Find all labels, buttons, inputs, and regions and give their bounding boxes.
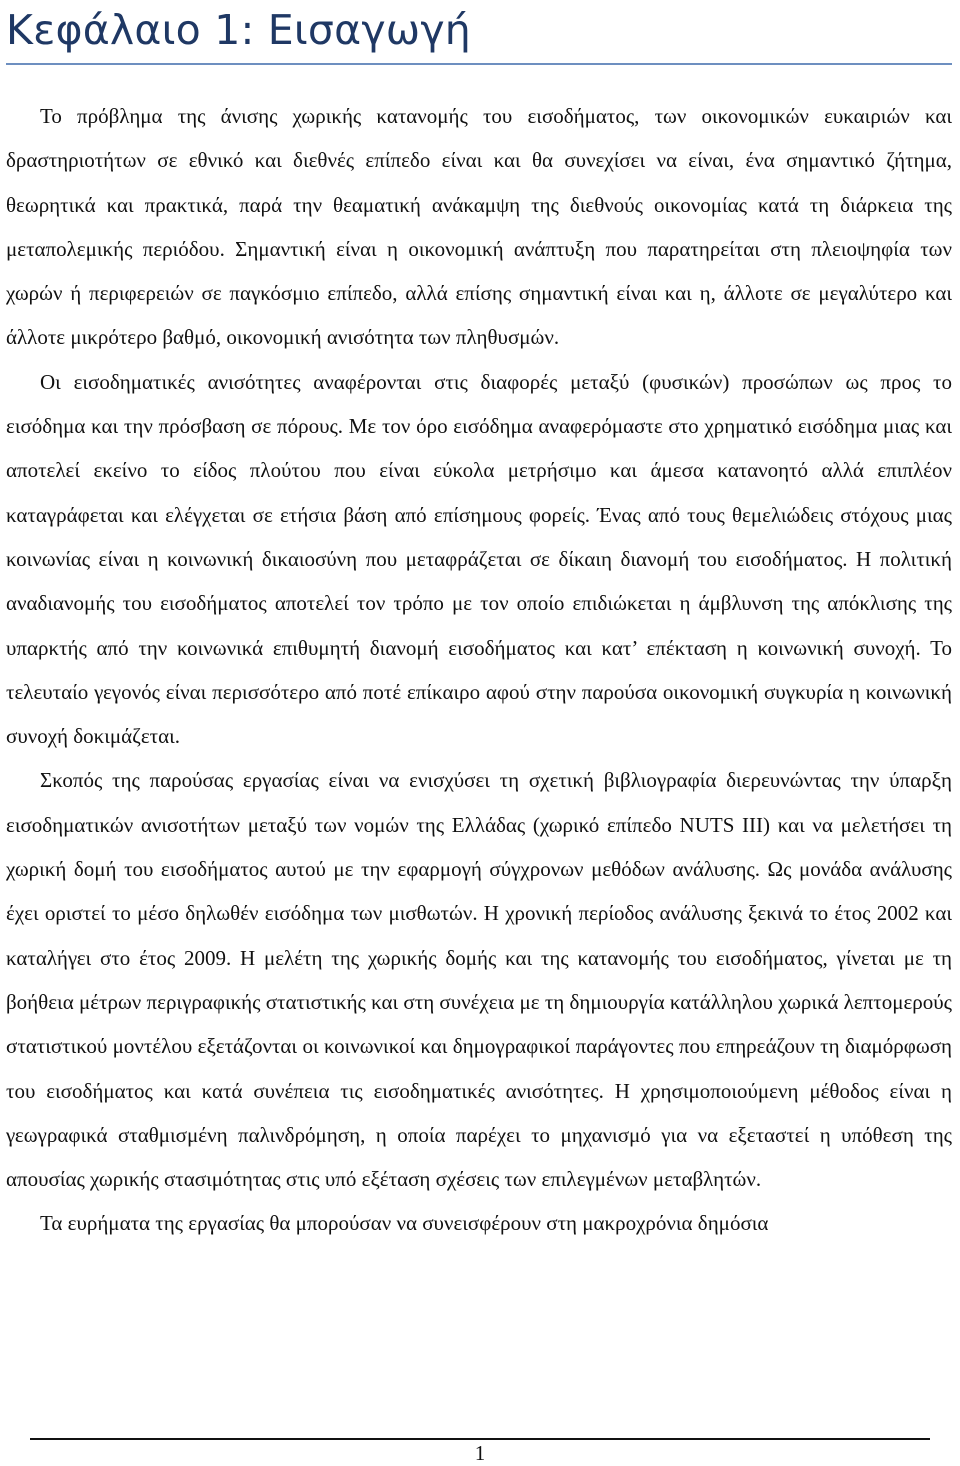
page-number: 1 — [474, 1441, 486, 1465]
paragraph: Οι εισοδηματικές ανισότητες αναφέρονται στις διαφορές μεταξύ (φυσικών) προσώπων ως προς το εισόδημα και την πρόσβαση σε πόρους. Με τον όρο εισόδημα αναφερόμαστε στο χρηματικό εισόδημα μιας και αποτελεί εκείνο το είδος πλούτου που είναι εύκολα μετρήσιμο και άμεσα κατανοητό αλλά επιπλέον καταγράφεται και ελέγχεται σε ετήσια βάση από επίσημους φορείς. Ένας από τους θεμελιώδεις στόχους μιας κοινωνίας είναι η κοινωνική δικαιοσύνη που μεταφράζεται σε δίκαιη διανομή του εισοδήματος. Η πολιτική αναδιανομής του εισοδήματος αποτελεί τον τρόπο με τον οποίο επιδιώκεται η άμβλυνση της απόκλισης της υπαρκτής από την κοινωνικά επιθυμητή διανομή εισοδήματος και κατ’ επέκταση η κοινωνική συνοχή. Το τελευταίο γεγονός είναι περισσότερο από ποτέ επίκαιρο αφού στην παρούσα οικονομική συγκυρία η κοινωνική συνοχή δοκιμάζεται. — [6, 369, 952, 749]
title-underline — [6, 63, 952, 65]
paragraph: Σκοπός της παρούσας εργασίας είναι να ενισχύσει τη σχετική βιβλιογραφία διερευνώντας την ύπαρξη εισοδηματικών ανισοτήτων μεταξύ των νομών της Ελλάδας (χωρικό επίπεδο NUTS III) και να μελετήσει τη χωρική δομή του εισοδήματος αυτού με την εφαρμογή σύγχρονων μεθόδων ανάλυσης. Ως μονάδα ανάλυσης έχει οριστεί το μέσο δηλωθέν εισόδημα των μισθωτών. Η χρονική περίοδος ανάλυσης ξεκινά το έτος 2002 και καταλήγει στο έτος 2009. Η μελέτη της χωρικής δομής και της κατανομής του εισοδήματος, γίνεται με τη βοήθεια μέτρων περιγραφικής στατιστικής και στη συνέχεια με τη δημιουργία κατάλληλου χωρικά λεπτομερούς στατιστικού μοντέλου εξετάζονται οι κοινωνικοί και δημογραφικοί παράγοντες που επηρεάζουν τη διαμόρφωση του εισοδήματος και κατά συνέπεια τις εισοδηματικές ανισότητες. Η χρησιμοποιούμενη μέθοδος είναι η γεωγραφικά σταθμισμένη παλινδρόμηση, η οποία παρέχει το μηχανισμό για να εξεταστεί η υπόθεση της απουσίας χωρικής στασιμότητας στις υπό εξέταση σχέσεις των επιλεγμένων μεταβλητών. — [6, 768, 952, 1192]
chapter-title: Κεφάλαιο 1: Εισαγωγή — [6, 6, 471, 54]
body-text — [6, 94, 952, 1246]
paragraph: Το πρόβλημα της άνισης χωρικής κατανομής του εισοδήματος, των οικονομικών ευκαιριών και δραστηριοτήτων σε εθνικό και διεθνές επίπεδο είναι και θα συνεχίσει να είναι, ένα σημαντικό ζήτημα, θεωρητικά και πρακτικά, παρά την θεαματική ανάκαμψη της διεθνούς οικονομίας κατά τη διάρκεια της μεταπολεμικής περιόδου. Σημαντική είναι η οικονομική ανάπτυξη που παρατηρείται στη πλειοψηφία των χωρών ή περιφερειών σε παγκόσμιο επίπεδο, αλλά επίσης σημαντική είναι και η, άλλοτε σε μεγαλύτερο και άλλοτε μικρότερο βαθμό, οικονομική ανισότητα των πληθυσμών. — [6, 104, 952, 350]
paragraph: Τα ευρήματα της εργασίας θα μπορούσαν να συνεισφέρουν στη μακροχρόνια δημόσια — [40, 1211, 769, 1236]
